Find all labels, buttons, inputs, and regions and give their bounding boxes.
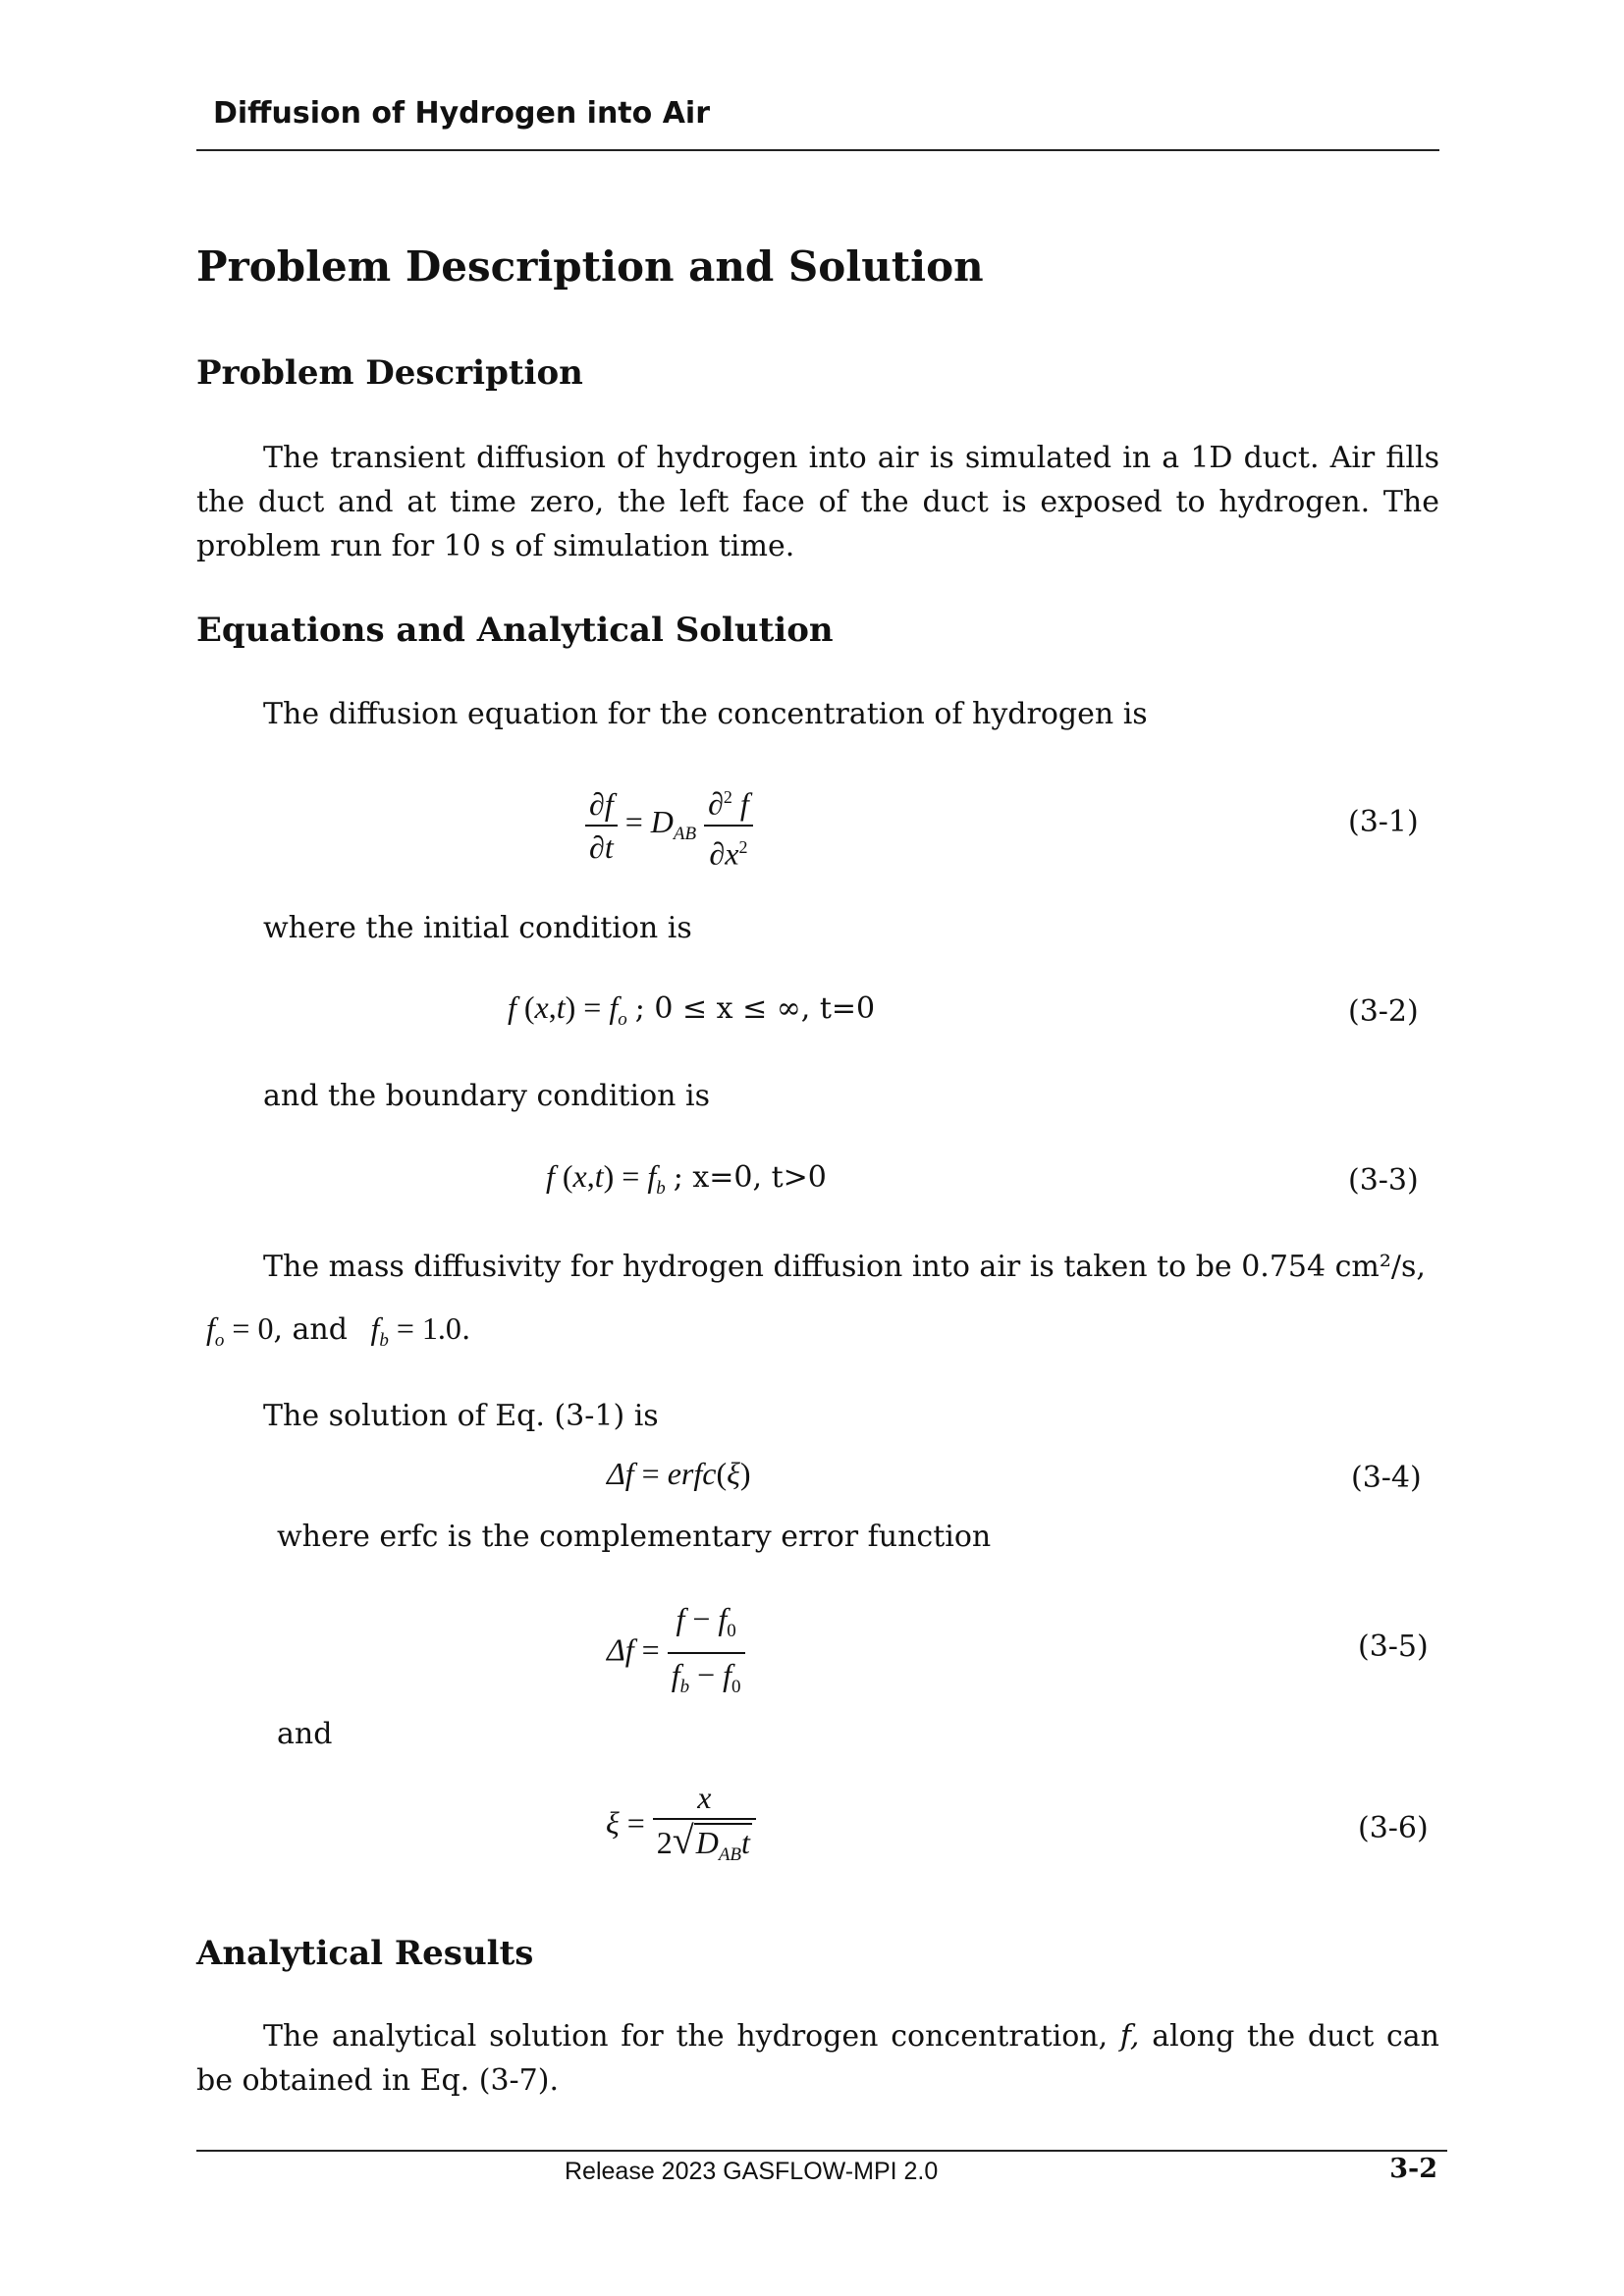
results-variable: f, — [1119, 2019, 1140, 2054]
equation-3-3: f $(x,t) = f_b$ ; x=0, t>0 — [546, 1158, 827, 1199]
diffusivity-text: The mass diffusivity for hydrogen diffusion into air is taken to be 0.754 cm²/s, — [263, 1250, 1426, 1284]
footer-rule — [196, 2150, 1447, 2152]
erfc-text: where erfc is the complementary error function — [277, 1520, 992, 1554]
equation-number-3-5: (3-5) — [1358, 1629, 1429, 1664]
equation-3-1: $\frac{\partial f}{\partial t}$ = $D_{AB}$ $\frac{\partial^2 f}{\partial x^2}$ — [585, 778, 753, 872]
equations-heading: Equations and Analytical Solution — [196, 611, 834, 650]
results-heading: Analytical Results — [196, 1934, 534, 1973]
equation-number-3-4: (3-4) — [1351, 1461, 1422, 1495]
results-text-1: The analytical solution for the hydrogen concentration, — [263, 2019, 1109, 2054]
results-paragraph — [196, 2014, 1439, 2103]
diffusivity-values: $f_o = 0$, and $f_b = 1.0$. — [206, 1310, 471, 1351]
page-number: 3-2 — [1389, 2154, 1437, 2184]
section-title: Problem Description and Solution — [196, 242, 984, 291]
problem-text: The transient diffusion of hydrogen into air is simulated in a 1D duct. Air fills the duct and at time zero, the left face of the duct is exposed to hydrogen. The problem run for 10 s of simulation time. — [196, 441, 1439, 563]
footer-release: Release 2023 GASFLOW-MPI 2.0 — [565, 2158, 939, 2185]
and-text: and — [277, 1717, 333, 1751]
equation-3-4: Δf = erfc(ξ) — [607, 1456, 751, 1491]
boundary-condition-text: and the boundary condition is — [263, 1079, 710, 1113]
equation-number-3-6: (3-6) — [1358, 1811, 1429, 1845]
equation-number-3-3: (3-3) — [1348, 1163, 1419, 1198]
problem-paragraph — [196, 436, 1439, 568]
equation-3-5: Δf = $\frac{f - f_0}{f_b - f_0}$ — [607, 1600, 745, 1706]
solution-text: The solution of Eq. (3-1) is — [263, 1399, 659, 1433]
results-text-2: along the duct can be obtained in Eq. (3-7). — [196, 2019, 1439, 2098]
initial-condition-range: ; 0 ≤ x ≤ ∞, t=0 — [634, 991, 876, 1026]
and-word: , and — [273, 1312, 348, 1347]
header-rule — [196, 149, 1439, 151]
equation-number-3-2: (3-2) — [1348, 994, 1419, 1029]
equation-3-2: f $(x,t) = f_o$ ; 0 ≤ x ≤ ∞, t=0 — [508, 989, 876, 1030]
initial-condition-text: where the initial condition is — [263, 911, 692, 945]
equation-number-3-1: (3-1) — [1348, 805, 1419, 839]
diffusivity-paragraph — [196, 1245, 1439, 1289]
equation-intro: The diffusion equation for the concentration of hydrogen is — [263, 697, 1148, 731]
equation-3-6: ξ = $\frac{x}{2√D_{AB}t}$ — [606, 1779, 756, 1874]
problem-heading: Problem Description — [196, 353, 583, 393]
running-header: Diffusion of Hydrogen into Air — [213, 96, 711, 131]
boundary-condition-range: ; x=0, t>0 — [673, 1160, 827, 1195]
